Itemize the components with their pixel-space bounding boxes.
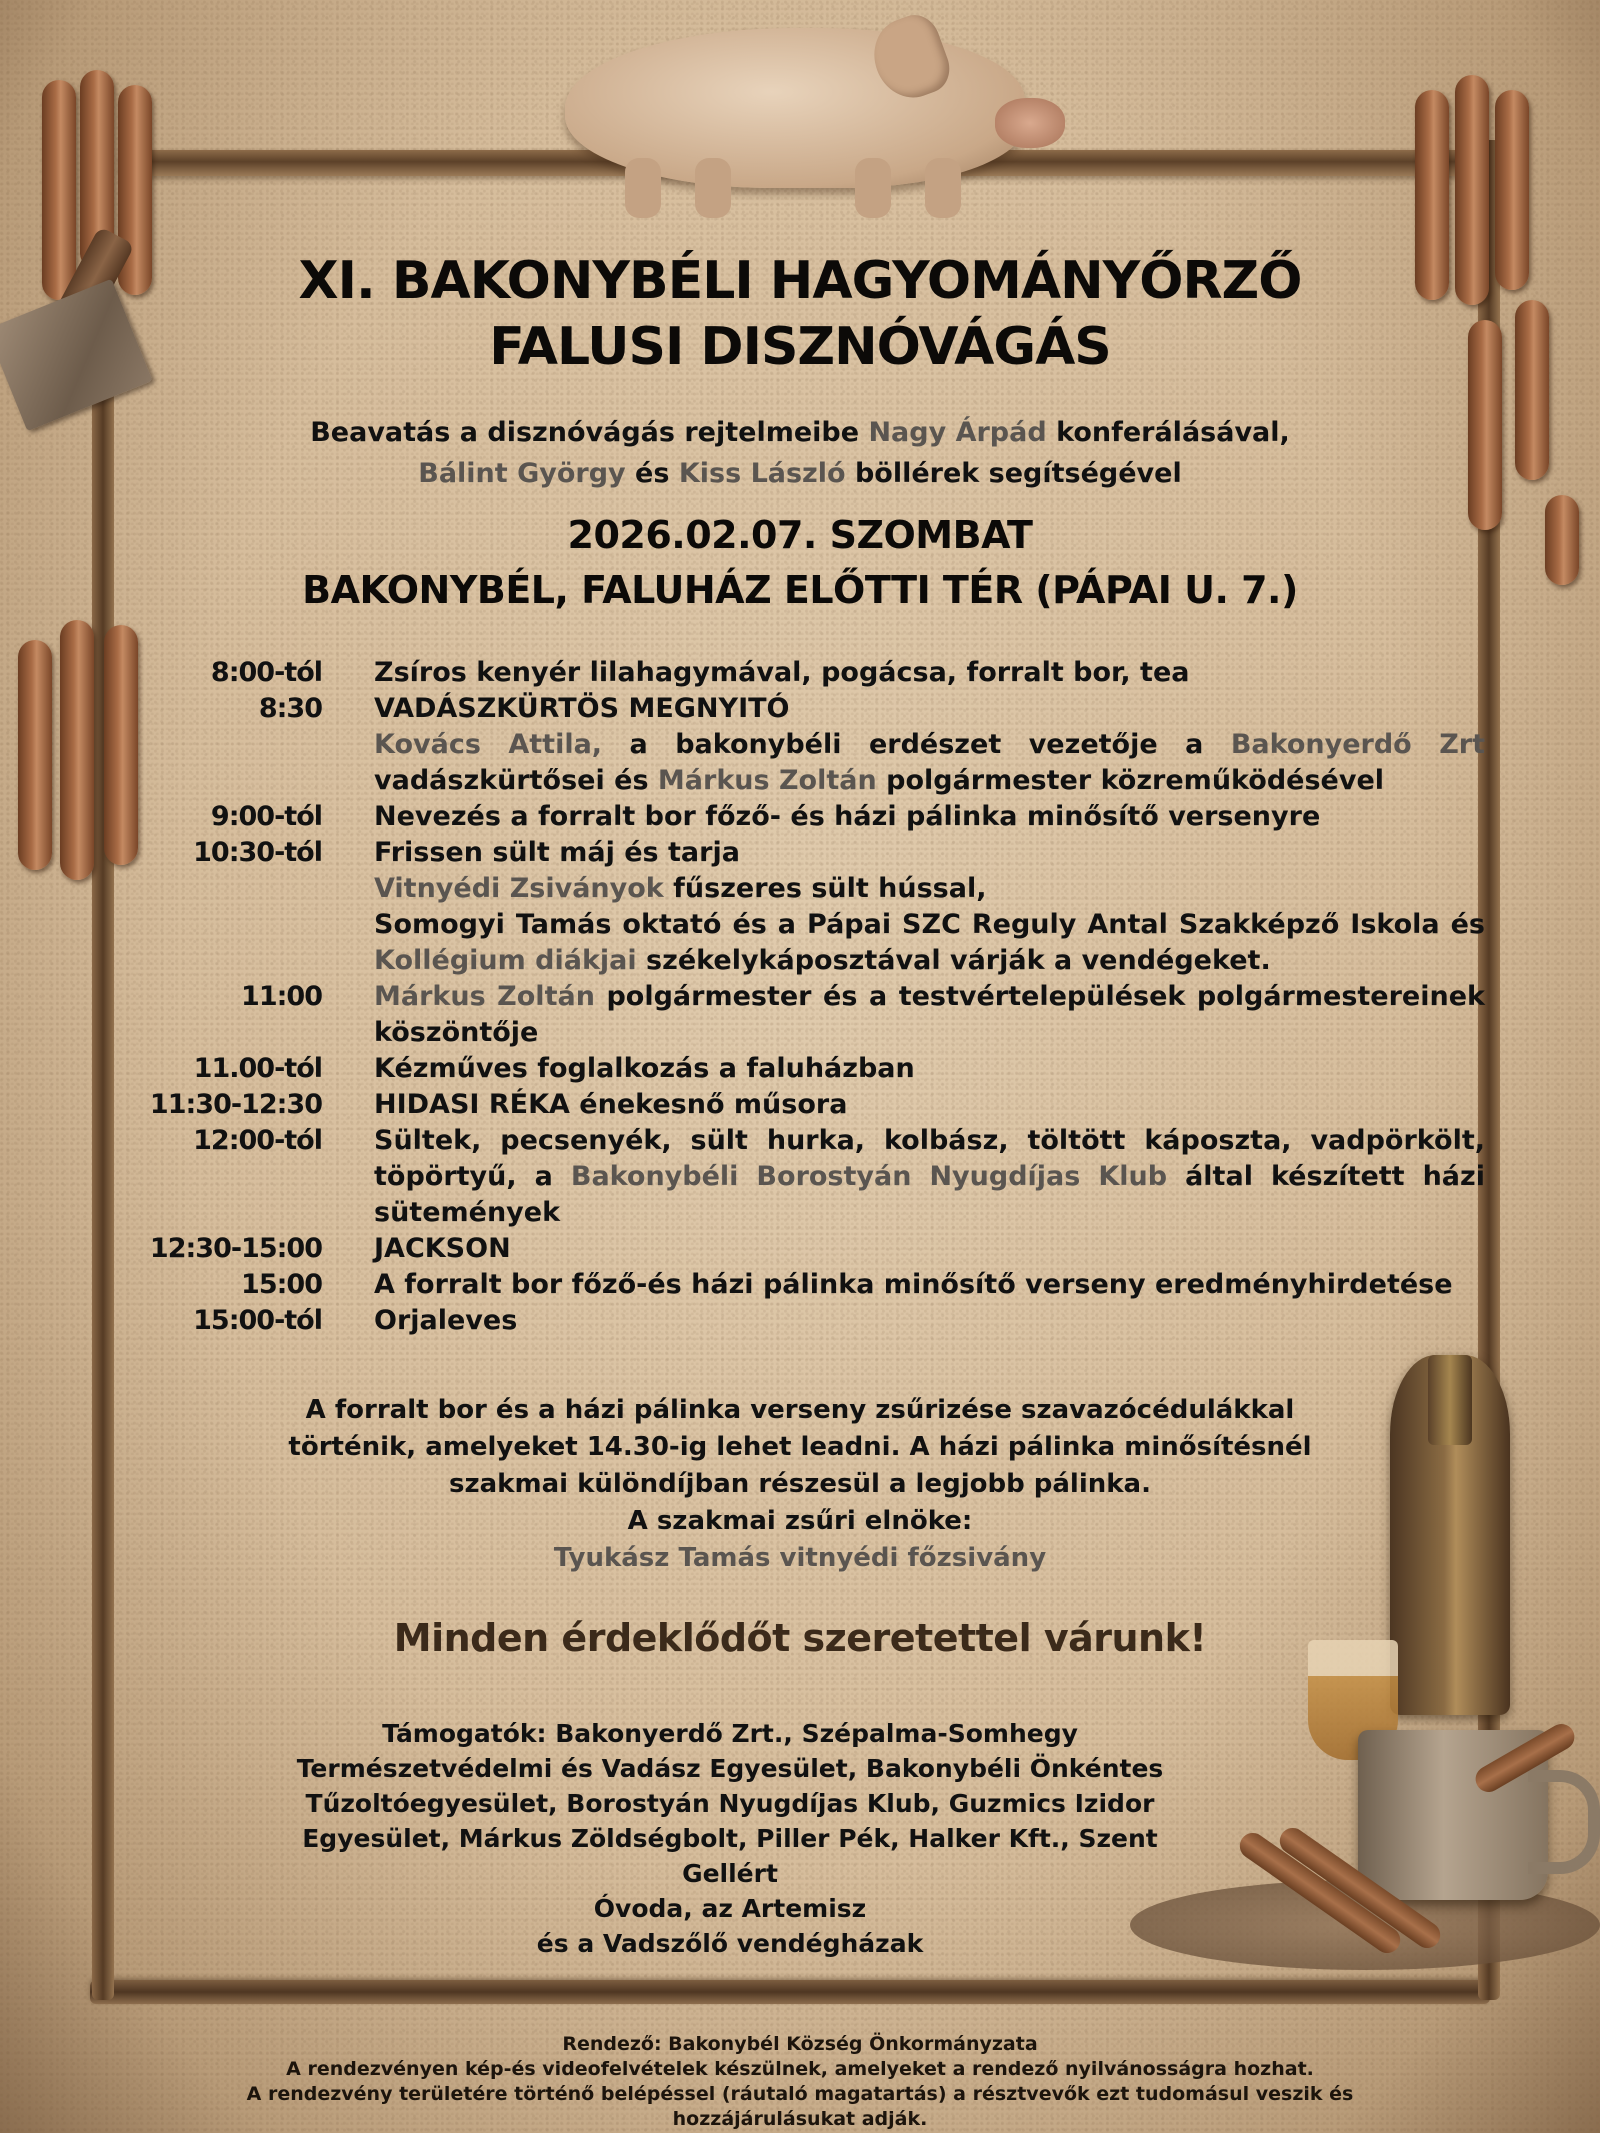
schedule-time [140,943,374,979]
schedule-time: 15:00-tól [193,1305,322,1336]
footer-line: A rendezvényen kép-és videofelvételek készülnek, amelyeket a rendező nyilvánosságra hozhat. [286,2058,1314,2080]
event-date-location [0,508,1600,618]
note-line: A forralt bor és a házi pálinka verseny zsűrizése szavazócédulákkal [305,1395,1295,1425]
schedule-row [140,655,1485,691]
event-location: BAKONYBÉL, FALUHÁZ ELŐTTI TÉR (PÁPAI U. 7.) [302,568,1298,612]
event-date: 2026.02.07. SZOMBAT [567,513,1033,557]
schedule-row [140,691,1485,727]
schedule-text: JACKSON [374,1233,511,1264]
schedule-text [374,871,1485,907]
footer-line: hozzájárulásukat adják. [672,2108,928,2130]
schedule-time: 9:00-tól [210,801,322,832]
sponsor-line: Óvoda, az Artemisz [593,1894,867,1923]
footer-line: A rendezvény területére történő belépéssel (ráutaló magatartás) a résztvevők ezt tudomásul veszik és [246,2083,1354,2105]
intro-text-part: és [625,458,679,489]
schedule-text-part: a bakonybéli erdészet vezetője a [602,729,1231,760]
intro-text-part: Beavatás a disznóvágás rejtelmeibe [310,417,869,448]
schedule-row [140,871,1485,907]
schedule-text: Somogyi Tamás oktató és a Pápai SZC Reguly Antal Szakképző Iskola és [374,909,1485,940]
schedule-time: 11.00-tól [193,1053,322,1084]
schedule-time: 15:00 [241,1269,322,1300]
competition-note [0,1392,1600,1577]
sausage-icon [18,640,52,870]
person-name: Kovács Attila, [374,729,603,760]
footer [200,2032,1400,2132]
poster-title [0,248,1600,380]
schedule-text: VADÁSZKÜRTÖS MEGNYITÓ [374,693,790,724]
schedule-row [140,763,1485,799]
welcome-message: Minden érdeklődőt szeretettel várunk! [393,1616,1207,1660]
schedule-time [140,1015,374,1051]
note-line: szakmai különdíjban részesül a legjobb pálinka. [449,1469,1151,1499]
host-name: Nagy Árpád [868,417,1047,448]
schedule-time: 11:00 [241,981,322,1012]
schedule-row [140,1087,1485,1123]
schedule-row [140,1303,1485,1339]
intro-line-2 [0,453,1600,494]
schedule-text [374,727,1485,763]
schedule-row [140,1267,1485,1303]
mug-handle-icon [1528,1770,1600,1874]
note-line: A szakmai zsűri elnöke: [627,1506,973,1536]
schedule-row [140,727,1485,763]
schedule-time [140,1159,374,1195]
organizer: Rendező: Bakonybél Község Önkormányzata [562,2033,1038,2055]
note-line: történik, amelyeket 14.30-ig lehet leadni. A házi pálinka minősítésnél [288,1432,1312,1462]
schedule-row [140,799,1485,835]
butcher-name: Kiss László [678,458,846,489]
schedule-time [140,907,374,943]
pig-leg [925,158,961,218]
club-name: Bakonybéli Borostyán Nyugdíjas Klub [570,1161,1168,1192]
schedule-text: Kézműves foglalkozás a faluházban [374,1053,915,1084]
jury-chair: Tyukász Tamás vitnyédi főzsivány [553,1543,1047,1573]
schedule-text: Zsíros kenyér lilahagymával, pogácsa, forralt bor, tea [374,657,1190,688]
schedule-time: 12:00-tól [193,1125,322,1156]
schedule-text-part: polgármester közreműködésével [876,765,1385,796]
schedule-time [140,763,374,799]
schedule-text: A forralt bor főző-és házi pálinka minősítő verseny eredményhirdetése [374,1269,1453,1300]
schedule-row [140,1123,1485,1159]
schedule-row [140,1231,1485,1267]
schedule-time: 12:30-15:00 [149,1233,322,1264]
schedule-row [140,1159,1485,1195]
pig-snout [995,98,1065,148]
schedule-time: 11:30-12:30 [149,1089,322,1120]
schedule-text: Sültek, pecsenyék, sült hurka, kolbász, töltött káposzta, vadpörkölt, [374,1125,1485,1156]
sponsor-line: és a Vadszőlő vendégházak [536,1929,924,1958]
sausage-icon [104,625,138,865]
intro-text-part: böllérek segítségével [845,458,1182,489]
schedule-text [374,763,1485,799]
pig-leg [625,158,661,218]
schedule-text-part: vadászkürtősei és [374,765,658,796]
schedule-text-part: fűszeres sült hússal, [663,873,987,904]
schedule-row [140,979,1485,1015]
sponsor-line: Tűzoltóegyesület, Borostyán Nyugdíjas Klub, Guzmics Izidor [305,1789,1155,1818]
schedule-time [140,1195,374,1231]
schedule-row [140,1195,1485,1231]
schedule-text-part: polgármester és a testvértelepülések polgármestereinek [594,981,1485,1012]
schedule-row [140,1015,1485,1051]
schedule-time [140,871,374,907]
schedule-time [140,727,374,763]
schedule-text: sütemények [374,1197,561,1228]
intro-text-part: konferálásával, [1046,417,1290,448]
sausage-icon [60,620,94,880]
title-line-2: FALUSI DISZNÓVÁGÁS [489,317,1111,377]
schedule-row [140,907,1485,943]
schedule-time: 8:30 [258,693,322,724]
schedule-row [140,943,1485,979]
schedule-time: 10:30-tól [193,837,322,868]
schedule-text: Orjaleves [374,1305,518,1336]
schedule-text: köszöntője [374,1017,539,1048]
butcher-name: Bálint György [418,458,626,489]
person-name: Márkus Zoltán [657,765,877,796]
pig-leg [855,158,891,218]
sponsors [270,1716,1190,1961]
group-name: Vitnyédi Zsiványok [374,873,664,904]
schedule [140,655,1485,1339]
pig-leg [695,158,731,218]
intro-text [0,412,1600,494]
schedule-text-part: székelykáposztával várják a vendégeket. [636,945,1271,976]
schedule-text [374,979,1485,1015]
sponsor-line: Támogatók: Bakonyerdő Zrt., Szépalma-Somhegy [382,1719,1078,1748]
schedule-text: Nevezés a forralt bor főző- és házi pálinka minősítő versenyre [374,801,1321,832]
title-line-1: XI. BAKONYBÉLI HAGYOMÁNYŐRZŐ [298,251,1302,311]
schedule-row [140,835,1485,871]
group-name: Kollégium diákjai [374,945,637,976]
schedule-time: 8:00-tól [210,657,322,688]
schedule-text [374,943,1485,979]
organization-name: Bakonyerdő Zrt [1230,729,1485,760]
person-name: Márkus Zoltán [374,981,595,1012]
sponsor-line: Természetvédelmi és Vadász Egyesület, Bakonybéli Önkéntes [296,1754,1164,1783]
schedule-text [374,1159,1485,1195]
schedule-text-part: töpörtyű, a [374,1161,571,1192]
intro-line-1 [0,412,1600,453]
schedule-row [140,1051,1485,1087]
schedule-text: HIDASI RÉKA énekesnő műsora [374,1089,848,1120]
schedule-text-part: által készített házi [1167,1161,1485,1192]
wooden-frame-bottom [90,1980,1490,2004]
pig-illustration [545,8,1065,208]
sponsor-line: Egyesület, Márkus Zöldségbolt, Piller Pék, Halker Kft., Szent Gellért [302,1824,1158,1888]
schedule-text: Frissen sült máj és tarja [374,837,740,868]
